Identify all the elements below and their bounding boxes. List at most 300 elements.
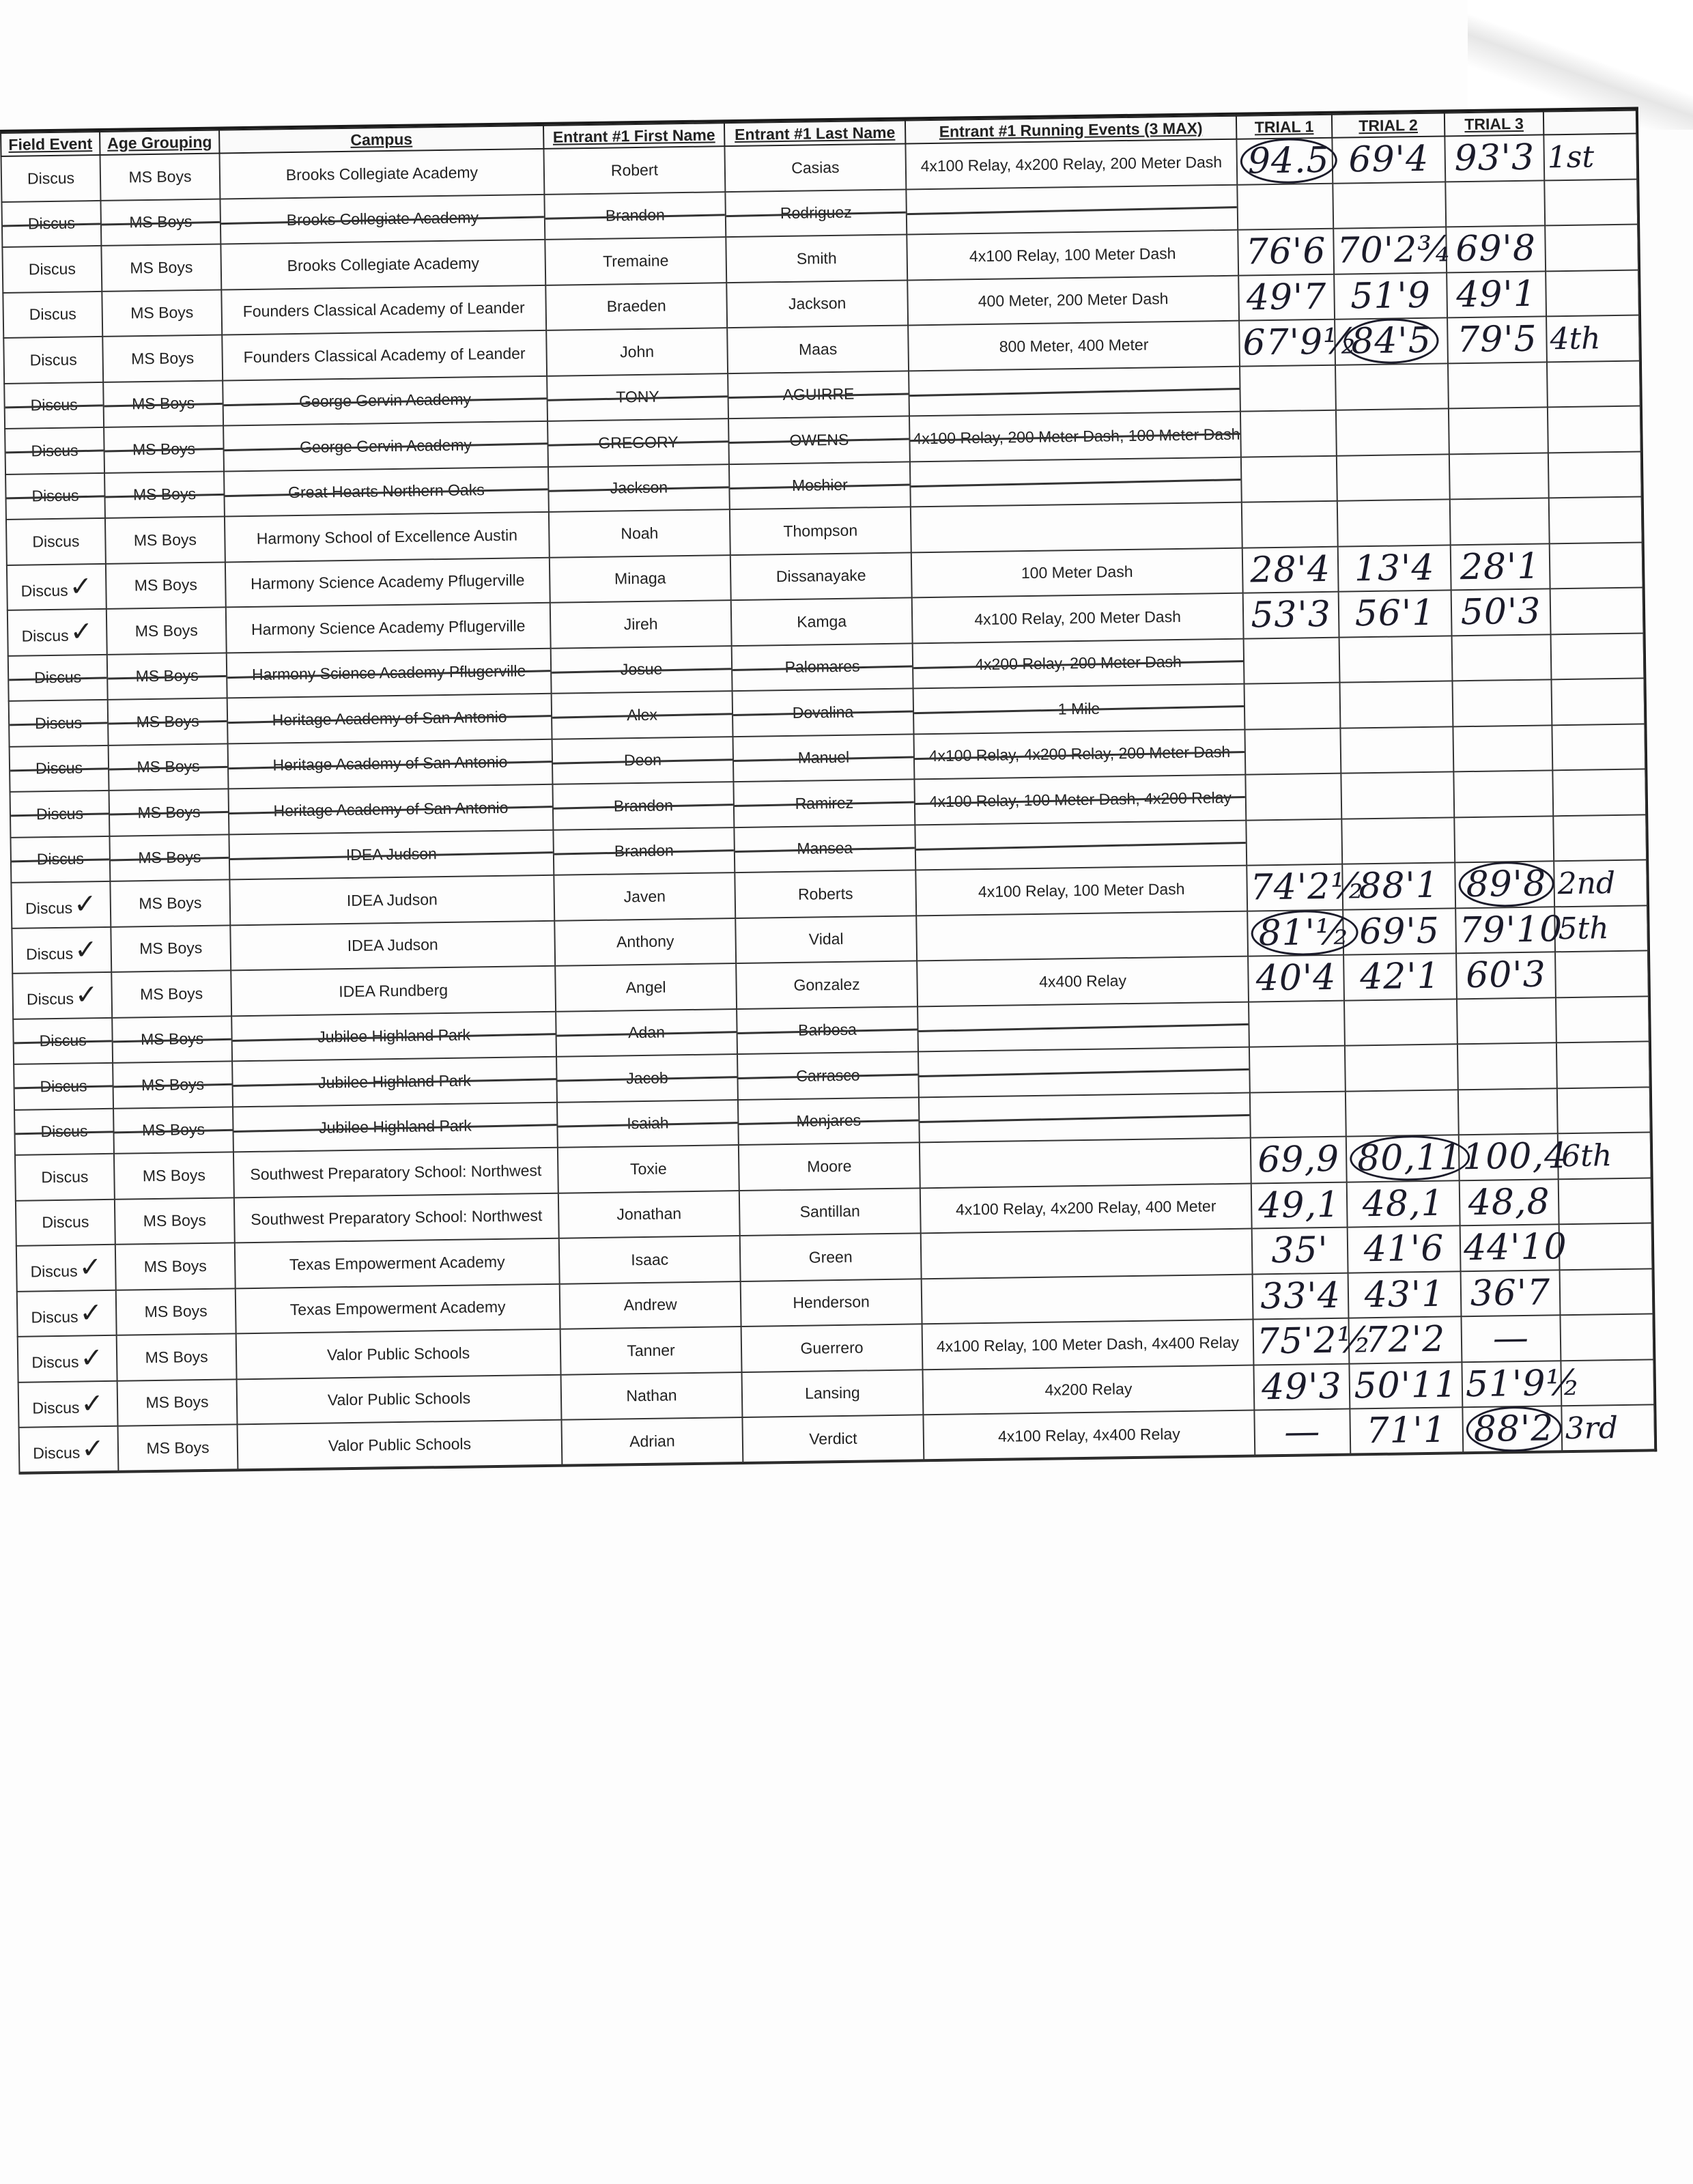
cell-first-name <box>545 283 727 330</box>
cell-trial-1 <box>1244 728 1341 774</box>
cell-age-grouping <box>102 289 222 337</box>
header-trial-3: TRIAL 3 <box>1445 111 1543 136</box>
cell-trial-2 <box>1337 454 1450 501</box>
cell-place <box>1554 905 1648 952</box>
age-grouping-text: MS Boys <box>134 576 198 595</box>
first-name-text: Robert <box>610 160 659 180</box>
cell-first-name <box>547 419 729 466</box>
first-name-text: Brandon <box>605 205 666 225</box>
cell-trial-1 <box>1244 683 1341 729</box>
cell-trial-1 <box>1247 864 1367 911</box>
first-name-text: Jireh <box>623 614 658 634</box>
trial-3-text: 60'3 <box>1465 954 1547 997</box>
running-events-text: 4x100 Relay, 100 Meter Dash <box>978 879 1185 900</box>
last-name-text: Palomares <box>784 657 860 677</box>
cell-running-events <box>908 321 1240 371</box>
cell-last-name <box>739 1188 921 1236</box>
cell-trial-2 <box>1345 1044 1458 1091</box>
last-name-text: Verdict <box>809 1429 857 1448</box>
cell-last-name <box>734 825 915 873</box>
cell-last-name <box>728 416 910 464</box>
cell-trial-3 <box>1460 1179 1559 1226</box>
campus-text: Brooks Collegiate Academy <box>285 162 479 184</box>
header-trial-1: TRIAL 1 <box>1236 115 1332 139</box>
place-text: 1st <box>1547 139 1595 175</box>
cell-trial-1 <box>1236 138 1333 184</box>
cell-first-name <box>560 1281 741 1329</box>
last-name-text: Moshier <box>791 475 848 495</box>
cell-place <box>1558 1132 1651 1178</box>
cell-running-events <box>916 911 1248 961</box>
campus-text: Brooks Collegiate Academy <box>286 208 479 229</box>
cell-campus <box>223 421 548 471</box>
cell-last-name <box>739 1142 920 1190</box>
age-grouping-text: MS Boys <box>131 348 195 368</box>
strikethrough-line <box>911 479 1240 487</box>
cell-trial-1 <box>1246 819 1342 865</box>
cell-age-grouping <box>103 380 223 427</box>
field-event-text: Discus <box>33 1443 81 1462</box>
cell-last-name <box>728 371 909 419</box>
campus-text: IDEA Judson <box>345 845 438 864</box>
cell-field-event <box>12 926 111 974</box>
cell-trial-1 <box>1247 909 1351 956</box>
field-event-text: Discus <box>31 486 79 505</box>
cell-running-events <box>914 775 1246 825</box>
running-events-text: 4x100 Relay, 200 Meter Dash, 100 Meter Dash <box>913 425 1240 448</box>
cell-place <box>1556 1041 1650 1088</box>
age-grouping-text: MS Boys <box>140 1030 204 1049</box>
trial-3-text: 79'10 <box>1459 908 1563 952</box>
cell-age-grouping <box>115 1197 235 1245</box>
place-text: 2nd <box>1557 865 1616 901</box>
trial-2-text: 88'1 <box>1358 864 1440 907</box>
last-name-text: Mansea <box>797 838 853 858</box>
age-grouping-text: MS Boys <box>130 257 193 277</box>
cell-age-grouping <box>106 607 227 654</box>
cell-trial-3 <box>1457 1043 1557 1090</box>
cell-trial-2 <box>1347 1180 1460 1228</box>
cell-trial-2 <box>1348 1225 1461 1273</box>
cell-first-name <box>550 600 732 648</box>
cell-last-name <box>733 734 915 782</box>
checkmark-icon: ✓ <box>81 1433 105 1465</box>
campus-text: Harmony School of Excellence Austin <box>256 526 518 548</box>
field-event-text: Discus <box>31 1352 79 1372</box>
age-grouping-text: MS Boys <box>142 1165 206 1185</box>
cell-running-events <box>913 729 1245 779</box>
cell-first-name <box>561 1372 743 1420</box>
first-name-text: Brandon <box>613 796 674 815</box>
strikethrough-line <box>920 1114 1249 1123</box>
cell-place <box>1544 179 1638 225</box>
header-running-events: Entrant #1 Running Events (3 MAX) <box>905 116 1236 144</box>
cell-trial-1 <box>1249 1046 1346 1092</box>
cell-age-grouping <box>115 1243 236 1290</box>
cell-trial-1 <box>1239 320 1358 366</box>
campus-text: Jubilee Highland Park <box>317 1071 472 1092</box>
cell-trial-2 <box>1341 817 1455 864</box>
cell-first-name <box>554 918 736 966</box>
cell-field-event <box>10 836 110 883</box>
cell-last-name <box>735 916 917 963</box>
age-grouping-text: MS Boys <box>145 1347 208 1366</box>
cell-running-events <box>907 230 1238 280</box>
cell-running-events <box>920 1138 1251 1188</box>
cell-place <box>1543 134 1637 180</box>
cell-age-grouping <box>109 834 229 881</box>
first-name-text: Anthony <box>616 932 674 951</box>
first-name-text: Jackson <box>610 478 668 497</box>
field-event-text: Discus <box>35 804 84 823</box>
field-event-text: Discus <box>32 1398 80 1417</box>
running-events-text: 4x100 Relay, 4x400 Relay <box>997 1424 1180 1445</box>
cell-last-name <box>725 189 907 237</box>
cell-last-name <box>726 234 907 282</box>
cell-trial-3 <box>1453 770 1553 817</box>
cell-place <box>1548 451 1642 498</box>
field-event-text: Discus <box>25 944 74 963</box>
cell-first-name <box>554 873 735 920</box>
cell-running-events <box>911 548 1243 597</box>
cell-campus <box>231 966 556 1016</box>
cell-campus <box>236 1329 561 1379</box>
first-name-text: Tremaine <box>602 251 669 270</box>
place-text: 3rd <box>1565 1410 1619 1446</box>
cell-trial-3 <box>1457 997 1556 1045</box>
trial-1-text: 74'2½ <box>1250 866 1367 909</box>
cell-place <box>1557 1087 1651 1133</box>
campus-text: Great Hearts Northern Oaks <box>287 481 485 502</box>
cell-trial-1 <box>1253 1363 1350 1410</box>
cell-place <box>1547 360 1640 407</box>
age-grouping-text: MS Boys <box>145 1393 209 1412</box>
running-events-text: 4x100 Relay, 100 Meter Dash, 4x400 Relay <box>936 1333 1240 1355</box>
cell-first-name <box>543 146 725 194</box>
cell-trial-3 <box>1450 498 1550 545</box>
cell-trial-2 <box>1336 408 1449 455</box>
cell-last-name <box>741 1279 922 1327</box>
cell-age-grouping <box>111 925 231 972</box>
cell-trial-2 <box>1339 636 1453 683</box>
age-grouping-text: MS Boys <box>132 485 197 504</box>
campus-text: Heritage Academy of San Antonio <box>272 752 508 774</box>
cell-campus <box>228 739 553 789</box>
campus-text: George Gervin Academy <box>299 436 472 456</box>
checkmark-icon: ✓ <box>80 1387 104 1420</box>
cell-last-name <box>742 1415 924 1462</box>
field-event-text: Discus <box>31 1307 79 1327</box>
cell-first-name <box>561 1417 743 1465</box>
cell-running-events <box>913 638 1244 688</box>
cell-field-event <box>19 1426 119 1473</box>
cell-age-grouping <box>106 562 226 609</box>
running-events-text: 4x100 Relay, 200 Meter Dash <box>974 607 1182 628</box>
first-name-text: Javen <box>623 887 666 906</box>
first-name-text: Tanner <box>627 1341 675 1360</box>
cell-place <box>1548 406 1641 452</box>
cell-place <box>1561 1359 1654 1406</box>
cell-campus <box>231 1011 556 1061</box>
cell-age-grouping <box>102 335 223 382</box>
campus-text: Southwest Preparatory School: Northwest <box>250 1161 542 1183</box>
first-name-text: Andrew <box>623 1295 677 1314</box>
cell-campus <box>225 512 550 562</box>
cell-place <box>1553 814 1647 861</box>
cell-field-event <box>10 791 110 838</box>
cell-place <box>1559 1178 1652 1224</box>
cell-trial-3 <box>1445 180 1545 227</box>
cell-trial-3 <box>1461 1315 1561 1362</box>
cell-trial-2 <box>1341 771 1454 819</box>
trial-2-text: 69'5 <box>1358 910 1440 953</box>
cell-running-events <box>913 684 1245 734</box>
age-grouping-text: MS Boys <box>146 1438 210 1457</box>
last-name-text: Dovalina <box>792 703 854 722</box>
cell-campus <box>229 829 554 879</box>
cell-trial-3 <box>1449 407 1548 454</box>
campus-text: IDEA Judson <box>346 890 438 909</box>
cell-first-name <box>553 827 735 875</box>
trial-2-text: 48,1 <box>1362 1182 1445 1225</box>
campus-text: Founders Classical Academy of Leander <box>242 298 525 321</box>
cell-place <box>1549 496 1642 543</box>
field-event-text: Discus <box>27 214 76 233</box>
first-name-text: Jonathan <box>616 1204 682 1223</box>
campus-text: Heritage Academy of San Antonio <box>272 707 507 729</box>
first-name-text: Deon <box>623 750 662 769</box>
trial-3-text: 44'10 <box>1463 1226 1568 1269</box>
cell-first-name <box>552 691 733 739</box>
cell-trial-1 <box>1240 365 1336 411</box>
cell-trial-1 <box>1252 1228 1348 1274</box>
cell-campus <box>223 375 547 425</box>
cell-running-events <box>915 866 1247 916</box>
cell-trial-2 <box>1343 953 1457 1000</box>
campus-text: Jubilee Highland Park <box>318 1116 472 1137</box>
cell-trial-1 <box>1250 1091 1346 1137</box>
campus-text: Jubilee Highland Park <box>317 1025 471 1046</box>
age-grouping-text: MS Boys <box>134 621 198 640</box>
cell-campus <box>227 648 552 698</box>
running-events-text: 400 Meter, 200 Meter Dash <box>978 289 1169 311</box>
trial-2-text: 51'9 <box>1350 274 1432 317</box>
cell-trial-1 <box>1238 229 1334 275</box>
cell-trial-1 <box>1238 274 1335 320</box>
cell-age-grouping <box>105 516 225 563</box>
cell-trial-1 <box>1241 455 1337 502</box>
campus-text: Harmony Science Academy Pflugerville <box>251 662 526 684</box>
cell-first-name <box>555 963 737 1011</box>
cell-running-events <box>920 1183 1252 1233</box>
checkmark-icon: ✓ <box>79 1296 103 1329</box>
cell-trial-1 <box>1253 1318 1373 1365</box>
cell-last-name <box>726 280 908 328</box>
last-name-text: Barbosa <box>798 1020 857 1040</box>
cell-running-events <box>921 1229 1253 1279</box>
cell-trial-1 <box>1248 955 1344 1002</box>
last-name-text: Ramirez <box>795 793 854 812</box>
trial-1-text: 40'4 <box>1255 957 1337 999</box>
trial-1-text: 69,9 <box>1257 1139 1340 1181</box>
cell-field-event <box>5 472 105 520</box>
field-event-text: Discus <box>30 1262 78 1281</box>
cell-age-grouping <box>104 425 224 472</box>
field-event-text: Discus <box>42 1212 89 1232</box>
cell-trial-3 <box>1462 1406 1562 1453</box>
last-name-text: Roberts <box>797 884 853 903</box>
strikethrough-line <box>919 1023 1249 1032</box>
first-name-text: TONY <box>616 387 659 406</box>
age-grouping-text: MS Boys <box>143 1256 207 1275</box>
trial-3-text: 49'1 <box>1455 273 1537 315</box>
cell-age-grouping <box>113 1107 233 1154</box>
first-name-text: Braeden <box>606 296 666 315</box>
age-grouping-text: MS Boys <box>138 848 201 867</box>
cell-age-grouping <box>109 743 229 791</box>
first-name-text: Isaiah <box>627 1114 669 1133</box>
cell-trial-2 <box>1348 1316 1462 1363</box>
cell-first-name <box>548 464 730 512</box>
trial-2-text: 72'2 <box>1365 1318 1446 1361</box>
cell-running-events <box>922 1365 1254 1415</box>
cell-running-events <box>923 1410 1255 1460</box>
cell-campus <box>221 285 546 335</box>
campus-text: Texas Empowerment Academy <box>289 1298 506 1319</box>
trial-1-text: 94.5 <box>1240 138 1337 184</box>
field-event-text: Discus <box>26 989 74 1008</box>
cell-trial-3 <box>1446 225 1546 272</box>
age-grouping-text: MS Boys <box>136 711 199 731</box>
last-name-text: Green <box>808 1247 853 1266</box>
cell-field-event <box>12 972 112 1019</box>
first-name-text: Adan <box>628 1023 666 1042</box>
first-name-text: Josue <box>620 660 663 679</box>
cell-trial-2 <box>1344 999 1457 1046</box>
cell-field-event <box>8 654 108 701</box>
trial-3-text: 51'9½ <box>1465 1362 1582 1405</box>
running-events-text: 4x100 Relay, 100 Meter Dash, 4x200 Relay <box>928 788 1232 810</box>
cell-place <box>1554 860 1647 906</box>
cell-campus <box>233 1102 558 1152</box>
campus-text: Harmony Science Academy Pflugerville <box>250 571 525 593</box>
cell-trial-1 <box>1251 1137 1347 1183</box>
cell-field-event <box>1 155 101 202</box>
cell-last-name <box>729 462 911 509</box>
cell-trial-1 <box>1240 410 1337 457</box>
campus-text: Valor Public Schools <box>328 1434 472 1455</box>
cell-first-name <box>559 1236 741 1284</box>
cell-field-event <box>18 1380 118 1428</box>
cell-trial-2 <box>1339 590 1452 637</box>
cell-trial-1 <box>1242 501 1338 548</box>
first-name-text: Angel <box>625 978 666 997</box>
cell-first-name <box>552 782 734 829</box>
last-name-text: Thompson <box>783 521 858 540</box>
cell-first-name <box>556 1054 738 1102</box>
cell-last-name <box>735 870 916 918</box>
age-grouping-text: MS Boys <box>132 439 196 459</box>
cell-trial-2 <box>1337 499 1451 546</box>
last-name-text: AGUIRRE <box>782 384 855 404</box>
age-grouping-text: MS Boys <box>137 757 200 776</box>
trial-2-text: 69'4 <box>1348 139 1429 181</box>
field-event-text: Discus <box>27 169 75 188</box>
field-event-text: Discus <box>25 898 73 918</box>
trial-3-text: 50'3 <box>1460 591 1541 634</box>
cell-last-name <box>733 779 915 827</box>
cell-trial-3 <box>1447 316 1547 363</box>
cell-running-events <box>917 1002 1249 1051</box>
age-grouping-text: MS Boys <box>143 1211 207 1230</box>
cell-trial-2 <box>1333 182 1446 229</box>
trial-1-text: 49,1 <box>1257 1184 1341 1227</box>
strikethrough-line <box>907 206 1237 215</box>
last-name-text: Menjares <box>796 1111 862 1131</box>
cell-trial-2 <box>1349 1362 1462 1409</box>
trial-3-text: 93'3 <box>1454 137 1535 180</box>
cell-last-name <box>732 688 914 736</box>
checkmark-icon: ✓ <box>69 570 93 603</box>
last-name-text: Gonzalez <box>793 975 860 994</box>
cell-field-event <box>6 518 106 565</box>
field-event-text: Discus <box>29 304 76 324</box>
cell-field-event <box>11 881 111 928</box>
trial-1-text: 67'9½ <box>1242 321 1358 364</box>
field-event-text: Discus <box>29 350 77 369</box>
age-grouping-text: MS Boys <box>139 893 202 913</box>
cell-field-event <box>9 700 109 747</box>
cell-place <box>1561 1404 1655 1451</box>
trial-3-text: 100,4 <box>1462 1135 1568 1178</box>
trial-1-text: 75'2½ <box>1256 1320 1373 1363</box>
trial-1-text: — <box>1283 1411 1321 1453</box>
cell-trial-1 <box>1243 592 1339 638</box>
cell-campus <box>235 1238 560 1288</box>
cell-campus <box>230 920 555 970</box>
entry-table-frame <box>0 107 1657 1474</box>
cell-trial-3 <box>1458 1088 1558 1135</box>
first-name-text: Nathan <box>626 1386 677 1405</box>
last-name-text: Santillan <box>799 1202 861 1221</box>
cell-trial-1 <box>1237 183 1333 229</box>
campus-text: Founders Classical Academy of Leander <box>243 344 526 366</box>
cell-field-event <box>2 246 102 293</box>
cell-place <box>1552 769 1646 815</box>
cell-campus <box>225 557 550 607</box>
age-grouping-text: MS Boys <box>129 212 193 231</box>
cell-campus <box>236 1284 560 1333</box>
cell-field-event <box>3 337 103 384</box>
cell-trial-3 <box>1451 588 1551 636</box>
cell-running-events <box>917 956 1249 1006</box>
trial-1-text: 49'3 <box>1261 1365 1343 1408</box>
strikethrough-line <box>910 388 1240 397</box>
last-name-text: Manuel <box>797 748 850 767</box>
first-name-text: Jacob <box>626 1068 668 1088</box>
trial-2-text: 71'1 <box>1366 1409 1447 1452</box>
cell-trial-1 <box>1253 1273 1349 1319</box>
header-last-name: Entrant #1 Last Name <box>724 120 905 146</box>
campus-text: IDEA Judson <box>347 935 438 955</box>
campus-text: Valor Public Schools <box>327 1389 471 1409</box>
field-event-text: Discus <box>20 581 68 600</box>
trial-2-text: 13'4 <box>1354 547 1435 590</box>
cell-trial-3 <box>1452 634 1552 681</box>
age-grouping-text: MS Boys <box>139 939 203 958</box>
trial-1-text: 28'4 <box>1249 548 1331 591</box>
cell-trial-2 <box>1343 908 1456 955</box>
